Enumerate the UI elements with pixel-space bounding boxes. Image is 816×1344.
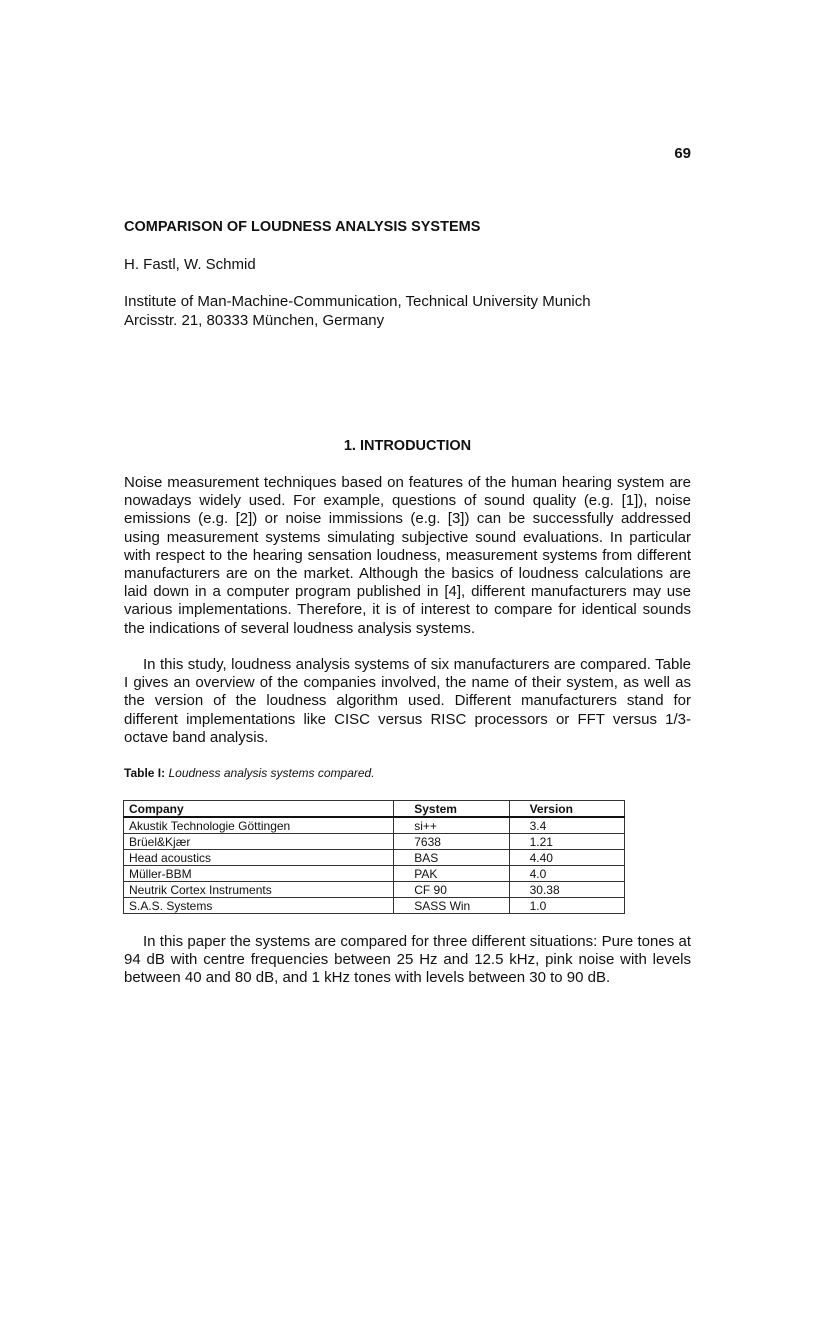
- cell-company: Head acoustics: [124, 850, 394, 866]
- paper-title: COMPARISON OF LOUDNESS ANALYSIS SYSTEMS: [124, 219, 481, 235]
- cell-version: 4.0: [509, 866, 624, 882]
- cell-version: 4.40: [509, 850, 624, 866]
- affiliation-line-2: Arcisstr. 21, 80333 München, Germany: [124, 312, 385, 329]
- table-row: [124, 817, 625, 834]
- table-row: [124, 866, 625, 882]
- cell-company: Müller-BBM: [124, 866, 394, 882]
- cell-company: S.A.S. Systems: [124, 898, 394, 914]
- header-company: Company: [124, 801, 394, 818]
- intro-paragraph-3: In this paper the systems are compared for three different situations: Pure tones at 94 dB with centre frequencies between 25 Hz and 12.5 kHz, pink noise with levels between 40 and 80 dB, and 1 kHz tones with levels between 30 to 90 dB.: [124, 933, 691, 987]
- section-heading: 1. INTRODUCTION: [343, 438, 472, 454]
- table-caption: [124, 766, 375, 780]
- cell-company: Akustik Technologie Göttingen: [124, 817, 394, 834]
- header-version: Version: [509, 801, 624, 818]
- cell-company: Neutrik Cortex Instruments: [124, 882, 394, 898]
- table-header-row: [124, 801, 625, 818]
- cell-system: CF 90: [394, 882, 509, 898]
- cell-version: 1.0: [509, 898, 624, 914]
- cell-system: 7638: [394, 834, 509, 850]
- cell-system: SASS Win: [394, 898, 509, 914]
- cell-company: Brüel&Kjær: [124, 834, 394, 850]
- table-caption-label: Table I:: [124, 766, 166, 780]
- authors: H. Fastl, W. Schmid: [124, 256, 256, 273]
- table-row: [124, 850, 625, 866]
- cell-system: PAK: [394, 866, 509, 882]
- table-caption-text: Loudness analysis systems compared.: [168, 766, 375, 780]
- cell-system: si++: [394, 817, 509, 834]
- cell-version: 1.21: [509, 834, 624, 850]
- cell-version: 3.4: [509, 817, 624, 834]
- table-row: [124, 882, 625, 898]
- intro-paragraph-2: In this study, loudness analysis systems of six manufacturers are compared. Table I gives an overview of the companies involved, the name of their system, as well as the version of the loudness algorithm used. Different manufacturers stand for different implementations like CISC versus RISC processors or FFT versus 1/3-octave band analysis.: [124, 656, 691, 746]
- intro-paragraph-1: Noise measurement techniques based on features of the human hearing system are nowadays widely used. For example, questions of sound quality (e.g. [1]), noise emissions (e.g. [2]) or noise immissions (e.g. [3]) can be successfully addressed using measurement systems simulating subjective sound evaluations. In particular with respect to the hearing sensation loudness, measurement systems from different manufacturers are on the market. Although the basics of loudness calculations are laid down in a computer program published in [4], different manufacturers may use various implementations. Therefore, it is of interest to compare for identical sounds the indications of several loudness analysis systems.: [124, 474, 691, 637]
- affiliation: [124, 292, 591, 330]
- systems-table: [123, 800, 625, 914]
- cell-system: BAS: [394, 850, 509, 866]
- header-system: System: [394, 801, 509, 818]
- table-row: [124, 834, 625, 850]
- page-number: 69: [674, 145, 691, 162]
- table-row: [124, 898, 625, 914]
- cell-version: 30.38: [509, 882, 624, 898]
- affiliation-line-1: Institute of Man-Machine-Communication, Technical University Munich: [124, 293, 591, 310]
